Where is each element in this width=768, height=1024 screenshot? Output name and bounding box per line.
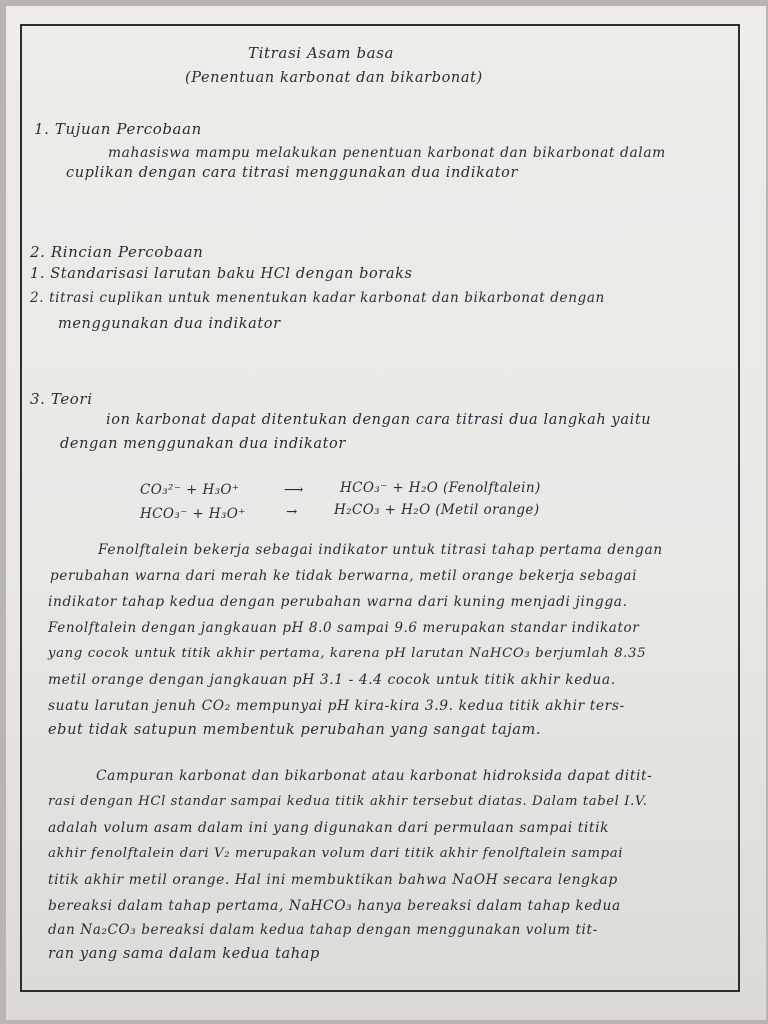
section-3-heading: 3. Teori <box>30 390 93 408</box>
section-2-item-2-cont: menggunakan dua indikator <box>58 316 281 332</box>
theory-p2-line-8: ran yang sama dalam kedua tahap <box>48 946 320 962</box>
reaction-2-arrow-icon: → <box>286 504 298 520</box>
theory-p1-line-1: Fenolftalein bekerja sebagai indikator untuk titrasi tahap pertama dengan <box>98 542 663 558</box>
theory-p1-line-5: yang cocok untuk titik akhir pertama, karena pH larutan NaHCO₃ berjumlah 8.35 <box>48 646 647 661</box>
theory-p2-line-6: bereaksi dalam tahap pertama, NaHCO₃ hanya bereaksi dalam tahap kedua <box>48 898 621 914</box>
section-1-heading: 1. Tujuan Percobaan <box>34 120 202 138</box>
theory-p1-line-7: suatu larutan jenuh CO₂ mempunyai pH kira-kira 3.9. kedua titik akhir ters- <box>48 698 625 714</box>
theory-p1-line-8: ebut tidak satupun membentuk perubahan yang sangat tajam. <box>48 722 542 738</box>
theory-p2-line-1: Campuran karbonat dan bikarbonat atau karbonat hidroksida dapat ditit- <box>96 768 653 784</box>
reaction-1-arrow-icon: ⟶ <box>284 482 304 498</box>
section-1-line-2: cuplikan dengan cara titrasi menggunakan dua indikator <box>66 165 519 181</box>
theory-p2-line-2: rasi dengan HCl standar sampai kedua titik akhir tersebut diatas. Dalam tabel I.V. <box>48 794 648 809</box>
section-1-line-1: mahasiswa mampu melakukan penentuan karbonat dan bikarbonat dalam <box>108 145 666 161</box>
section-2-item-2: 2. titrasi cuplikan untuk menentukan kadar karbonat dan bikarbonat dengan <box>30 290 605 306</box>
section-3-intro-1: ion karbonat dapat ditentukan dengan cara titrasi dua langkah yaitu <box>106 412 652 428</box>
theory-p2-line-3: adalah volum asam dalam ini yang digunakan dari permulaan sampai titik <box>48 820 610 836</box>
section-3-intro-2: dengan menggunakan dua indikator <box>60 436 346 452</box>
theory-p2-line-5: titik akhir metil orange. Hal ini membuktikan bahwa NaOH secara lengkap <box>48 872 618 888</box>
theory-p1-line-4: Fenolftalein dengan jangkauan pH 8.0 sampai 9.6 merupakan standar indikator <box>48 620 640 636</box>
theory-p2-line-4: akhir fenolftalein dari V₂ merupakan volum dari titik akhir fenolftalein sampai <box>48 846 624 861</box>
theory-p1-line-3: indikator tahap kedua dengan perubahan warna dari kuning menjadi jingga. <box>48 594 628 610</box>
reaction-1-products: HCO₃⁻ + H₂O (Fenolftalein) <box>340 480 541 496</box>
page-title: Titrasi Asam basa <box>248 44 395 62</box>
theory-p1-line-2: perubahan warna dari merah ke tidak berwarna, metil orange bekerja sebagai <box>50 568 638 584</box>
theory-p1-line-6: metil orange dengan jangkauan pH 3.1 - 4.4 cocok untuk titik akhir kedua. <box>48 672 616 688</box>
reaction-1-reactants: CO₃²⁻ + H₃O⁺ <box>140 482 240 498</box>
section-2-heading: 2. Rincian Percobaan <box>30 243 204 261</box>
section-2-item-1: 1. Standarisasi larutan baku HCl dengan boraks <box>30 266 413 282</box>
reaction-2-reactants: HCO₃⁻ + H₃O⁺ <box>140 506 246 522</box>
page-subtitle: (Penentuan karbonat dan bikarbonat) <box>185 70 483 86</box>
reaction-2-products: H₂CO₃ + H₂O (Metil orange) <box>334 502 540 518</box>
theory-p2-line-7: dan Na₂CO₃ bereaksi dalam kedua tahap dengan menggunakan volum tit- <box>48 922 598 938</box>
